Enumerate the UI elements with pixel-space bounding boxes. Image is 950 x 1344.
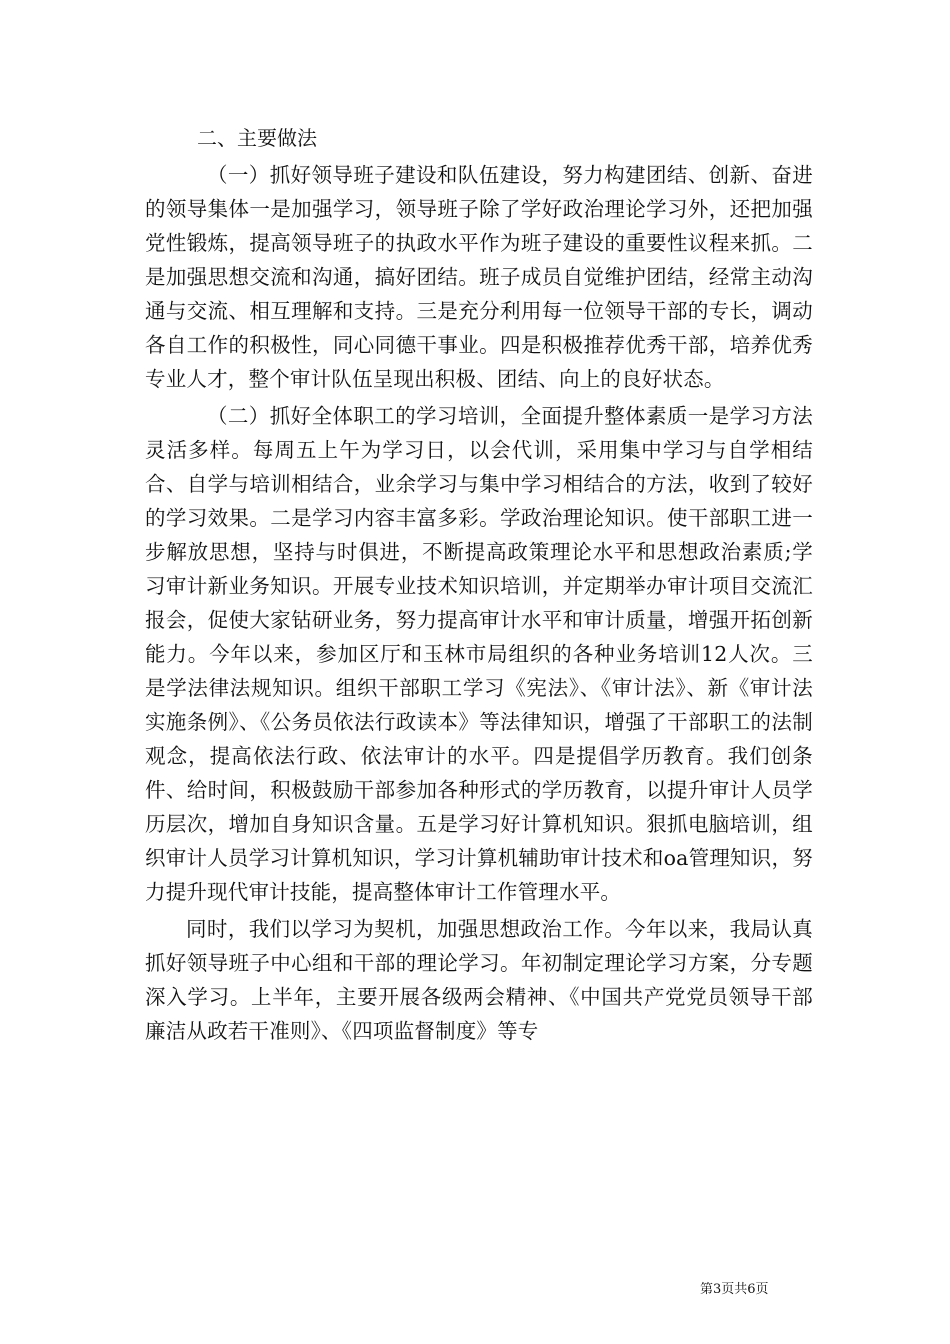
- paragraph-training: （二）抓好全体职工的学习培训，全面提升整体素质一是学习方法灵活多样。每周五上午为学习日，以会代训，采用集中学习与自学相结合、自学与培训相结合，业余学习与集中学习相结合的方法，收到了较好的学习效果。二是学习内容丰富多彩。学政治理论知识。使干部职工进一步解放思想，坚持与时俱进，不断提高政策理论水平和思想政治素质;学习审计新业务知识。开展专业技术知识培训，并定期举办审计项目交流汇报会，促使大家钻研业务，努力提高审计水平和审计质量，增强开拓创新能力。今年以来，参加区厅和玉林市局组织的各种业务培训12人次。三是学法律法规知识。组织干部职工学习《宪法》、《审计法》、新《审计法实施条例》、《公务员依法行政读本》等法律知识，增强了干部职工的法制观念，提高依法行政、依法审计的水平。四是提倡学历教育。我们创条件、给时间，积极鼓励干部参加各种形式的学历教育，以提升审计人员学历层次，增加自身知识含量。五是学习好计算机知识。狠抓电脑培训，组织审计人员学习计算机知识，学习计算机辅助审计技术和oa管理知识，努力提升现代审计技能，提高整体审计工作管理水平。: [145, 404, 813, 904]
- page-number: 第3页共6页: [700, 1282, 769, 1297]
- section-heading: 二、主要做法: [197, 126, 317, 150]
- paragraph-leadership: （一）抓好领导班子建设和队伍建设，努力构建团结、创新、奋进的领导集体一是加强学习，领导班子除了学好政治理论学习外，还把加强党性锻炼，提高领导班子的执政水平作为班子建设的重要性议程来抓。二是加强思想交流和沟通，搞好团结。班子成员自觉维护团结，经常主动沟通与交流、相互理解和支持。三是充分利用每一位领导干部的专长，调动各自工作的积极性，同心同德干事业。四是积极推荐优秀干部，培养优秀专业人才，整个审计队伍呈现出积极、团结、向上的良好状态。: [145, 163, 813, 391]
- document-body: [145, 118, 813, 1048]
- paragraph-political-work: 同时，我们以学习为契机，加强思想政治工作。今年以来，我局认真抓好领导班子中心组和干部的理论学习。年初制定理论学习方案，分专题深入学习。上半年，主要开展各级两会精神、《中国共产党党员领导干部廉洁从政若干准则》、《四项监督制度》等专: [145, 917, 813, 1043]
